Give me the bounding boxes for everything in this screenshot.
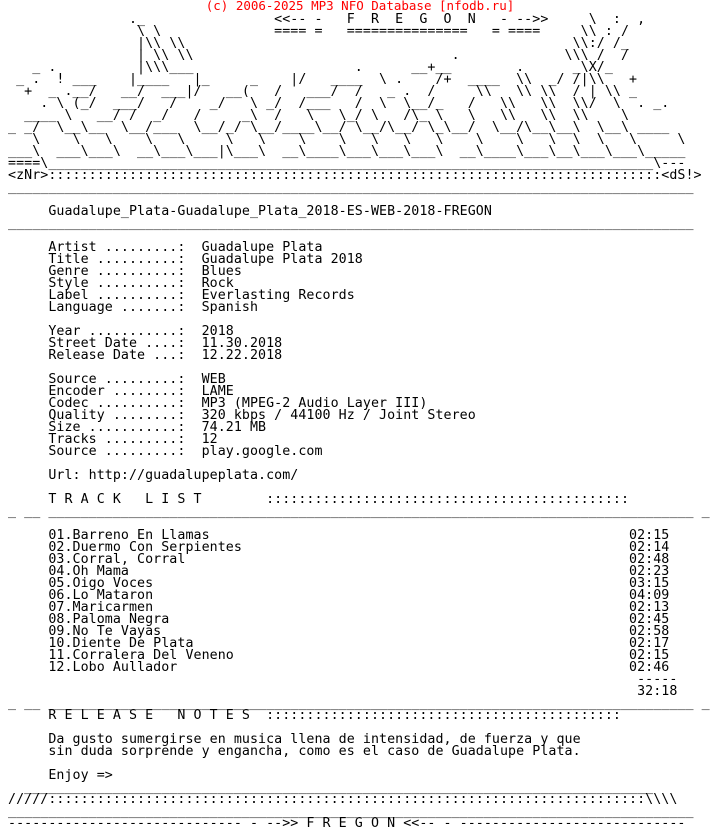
nfo-line: Release Date ...: 12.22.2018 (8, 348, 283, 363)
nfo-line: 32:18 (8, 684, 678, 699)
nfo-line: ====\___________________________________________________________________________\--- (8, 156, 686, 171)
nfo-line: Encoder ........: LAME (8, 384, 234, 399)
nfo-line: . \ (_/ ___/ / _/ \ _/ /___ / \ \__/_ / \\ \\ \\/ \ . _. (8, 96, 670, 111)
nfo-line: Artist .........: Guadalupe Plata (8, 240, 323, 255)
nfo-line: ______________________________________________________________________________ (8, 780, 654, 795)
nfo-line: 08.Paloma Negra 02:45 (8, 612, 670, 627)
nfo-line: Year ...........: 2018 (8, 324, 234, 339)
nfo-line: |\\ \\ \\:/ /_ (8, 36, 630, 51)
nfo-line: Quality ........: 320 kbps / 44100 Hz / Joint Stereo (8, 408, 476, 423)
nfo-line: _____________________________________________________________________________________ (8, 180, 694, 195)
nfo-line: 10.Diente De Plata 02:17 (8, 636, 670, 651)
nfo-line: Codec ..........: MP3 (MPEG-2 Audio Layer III) (8, 396, 428, 411)
nfo-line: Size ...........: 74.21 MB (8, 420, 267, 435)
nfo-line: T R A C K L I S T ::::::::::::::::::::::::::::::::::::::::::::: (8, 492, 630, 507)
nfo-line: Language .......: Spanish (8, 300, 259, 315)
nfo-line: 07.Maricarmen 02:13 (8, 600, 670, 615)
nfo-line: ----- (8, 672, 678, 687)
nfo-line: 03.Corral, Corral 02:48 (8, 552, 670, 567)
nfo-line: Street Date ....: 11.30.2018 (8, 336, 283, 351)
nfo-line: ____ \ __/ / _/ / _\ / \ \_/ \ /\_ \ \ \\ \\ \\ \ (8, 108, 630, 123)
nfo-line: Title ..........: Guadalupe Plata 2018 (8, 252, 363, 267)
nfo-line: | \\ \\ . \\\ / / (8, 48, 630, 63)
nfo-line: \ \ \ \ \ \ \ \ \ \ \ \ \ \ \ \ \ \ \ (8, 132, 686, 147)
nfo-line: ._ <<-- - F R E G O N - -->> \ : , (8, 12, 646, 27)
nfo-line: 09.No Te Vayas 02:58 (8, 624, 670, 639)
nfo-line: Da gusto sumergirse en musica llena de intensidad, de fuerza y que (8, 732, 581, 747)
nfo-line: 05.Oigo Voces 03:15 (8, 576, 670, 591)
nfo-line: 11.Corralera Del Veneno 02:15 (8, 648, 670, 663)
nfo-line: 02.Duermo Con Serpientes 02:14 (8, 540, 670, 555)
nfo-document (8, 14, 710, 830)
nfo-line: _ __ ________________________________________________________________________________ _ (8, 696, 710, 711)
nfo-line: R E L E A S E N O T E S :::::::::::::::::::::::::::::::::::::::::::: (8, 708, 621, 723)
nfo-line: 01.Barreno En Llamas 02:15 (8, 528, 670, 543)
nfodb-credit-header: (c) 2006-2025 MP3 NFO Database [nfodb.ru] (205, 0, 515, 13)
nfo-line: sin duda sorprende y engancha, como es el caso de Guadalupe Plata. (8, 744, 581, 759)
nfo-line: Source .........: play.google.com (8, 444, 323, 459)
nfo-line: + _ .__/ __/ ___|/ __( / ___/ / _ . / \\ \\ \\ / | \\ _ (8, 84, 638, 99)
nfo-line: Enjoy => (8, 768, 113, 783)
nfo-line: /////::::::::::::::::::::::::::::::::::::::::::::::::::::::::::::::::::::::::::\\\\ (8, 792, 678, 807)
nfo-line: _ _/ \__\__ \__/___ \__/_/ \__/____\__/ \__/\__/ \_\__/ \__/\__\__\ \__\ ____ (8, 120, 670, 135)
nfo-line: <zNr>::::::::::::::::::::::::::::::::::::::::::::::::::::::::::::::::::::::::::::<dS!> (8, 168, 702, 183)
nfo-line: ___\ ___\___\ __\___\___|\___\ __\____\___\___\___\ __\____\___\__\___\___\_____ (8, 144, 686, 159)
nfo-line: 06.Lo Mataron 04:09 (8, 588, 670, 603)
nfo-line: Tracks .........: 12 (8, 432, 218, 447)
nfo-line: ----------------------------- - -->> F R E G O N <<-- - ---------------------------- (8, 816, 686, 831)
nfo-line: _____________________________________________________________________________________ (8, 216, 694, 231)
nfo-line: Label ..........: Everlasting Records (8, 288, 355, 303)
nfo-line: \ \ ==== = =============== = ==== \\ : / (8, 24, 630, 39)
nfo-line: _ __ ________________________________________________________________________________ _ (8, 504, 710, 519)
nfo-line: Url: http://guadalupeplata.com/ (8, 468, 299, 483)
nfo-line: Style ..........: Rock (8, 276, 234, 291)
nfo-line: _ . |\\\___ . __+__ . _\X/_ (8, 60, 613, 75)
nfo-line: Source .........: WEB (8, 372, 226, 387)
nfo-line: 12.Lobo Aullador 02:46 (8, 660, 670, 675)
nfo-line: Genre ..........: Blues (8, 264, 242, 279)
nfo-line: Guadalupe_Plata-Guadalupe_Plata_2018-ES-WEB-2018-FREGON (8, 204, 492, 219)
nfo-line: _ . ! ___ |____ |_ _ |/ ____ \ . /+ ____ \\ _/ /|\\ + (8, 72, 638, 87)
nfo-line: _____________________________________________________________________________________ (8, 804, 694, 819)
nfo-line: 04.Oh Mama 02:23 (8, 564, 670, 579)
